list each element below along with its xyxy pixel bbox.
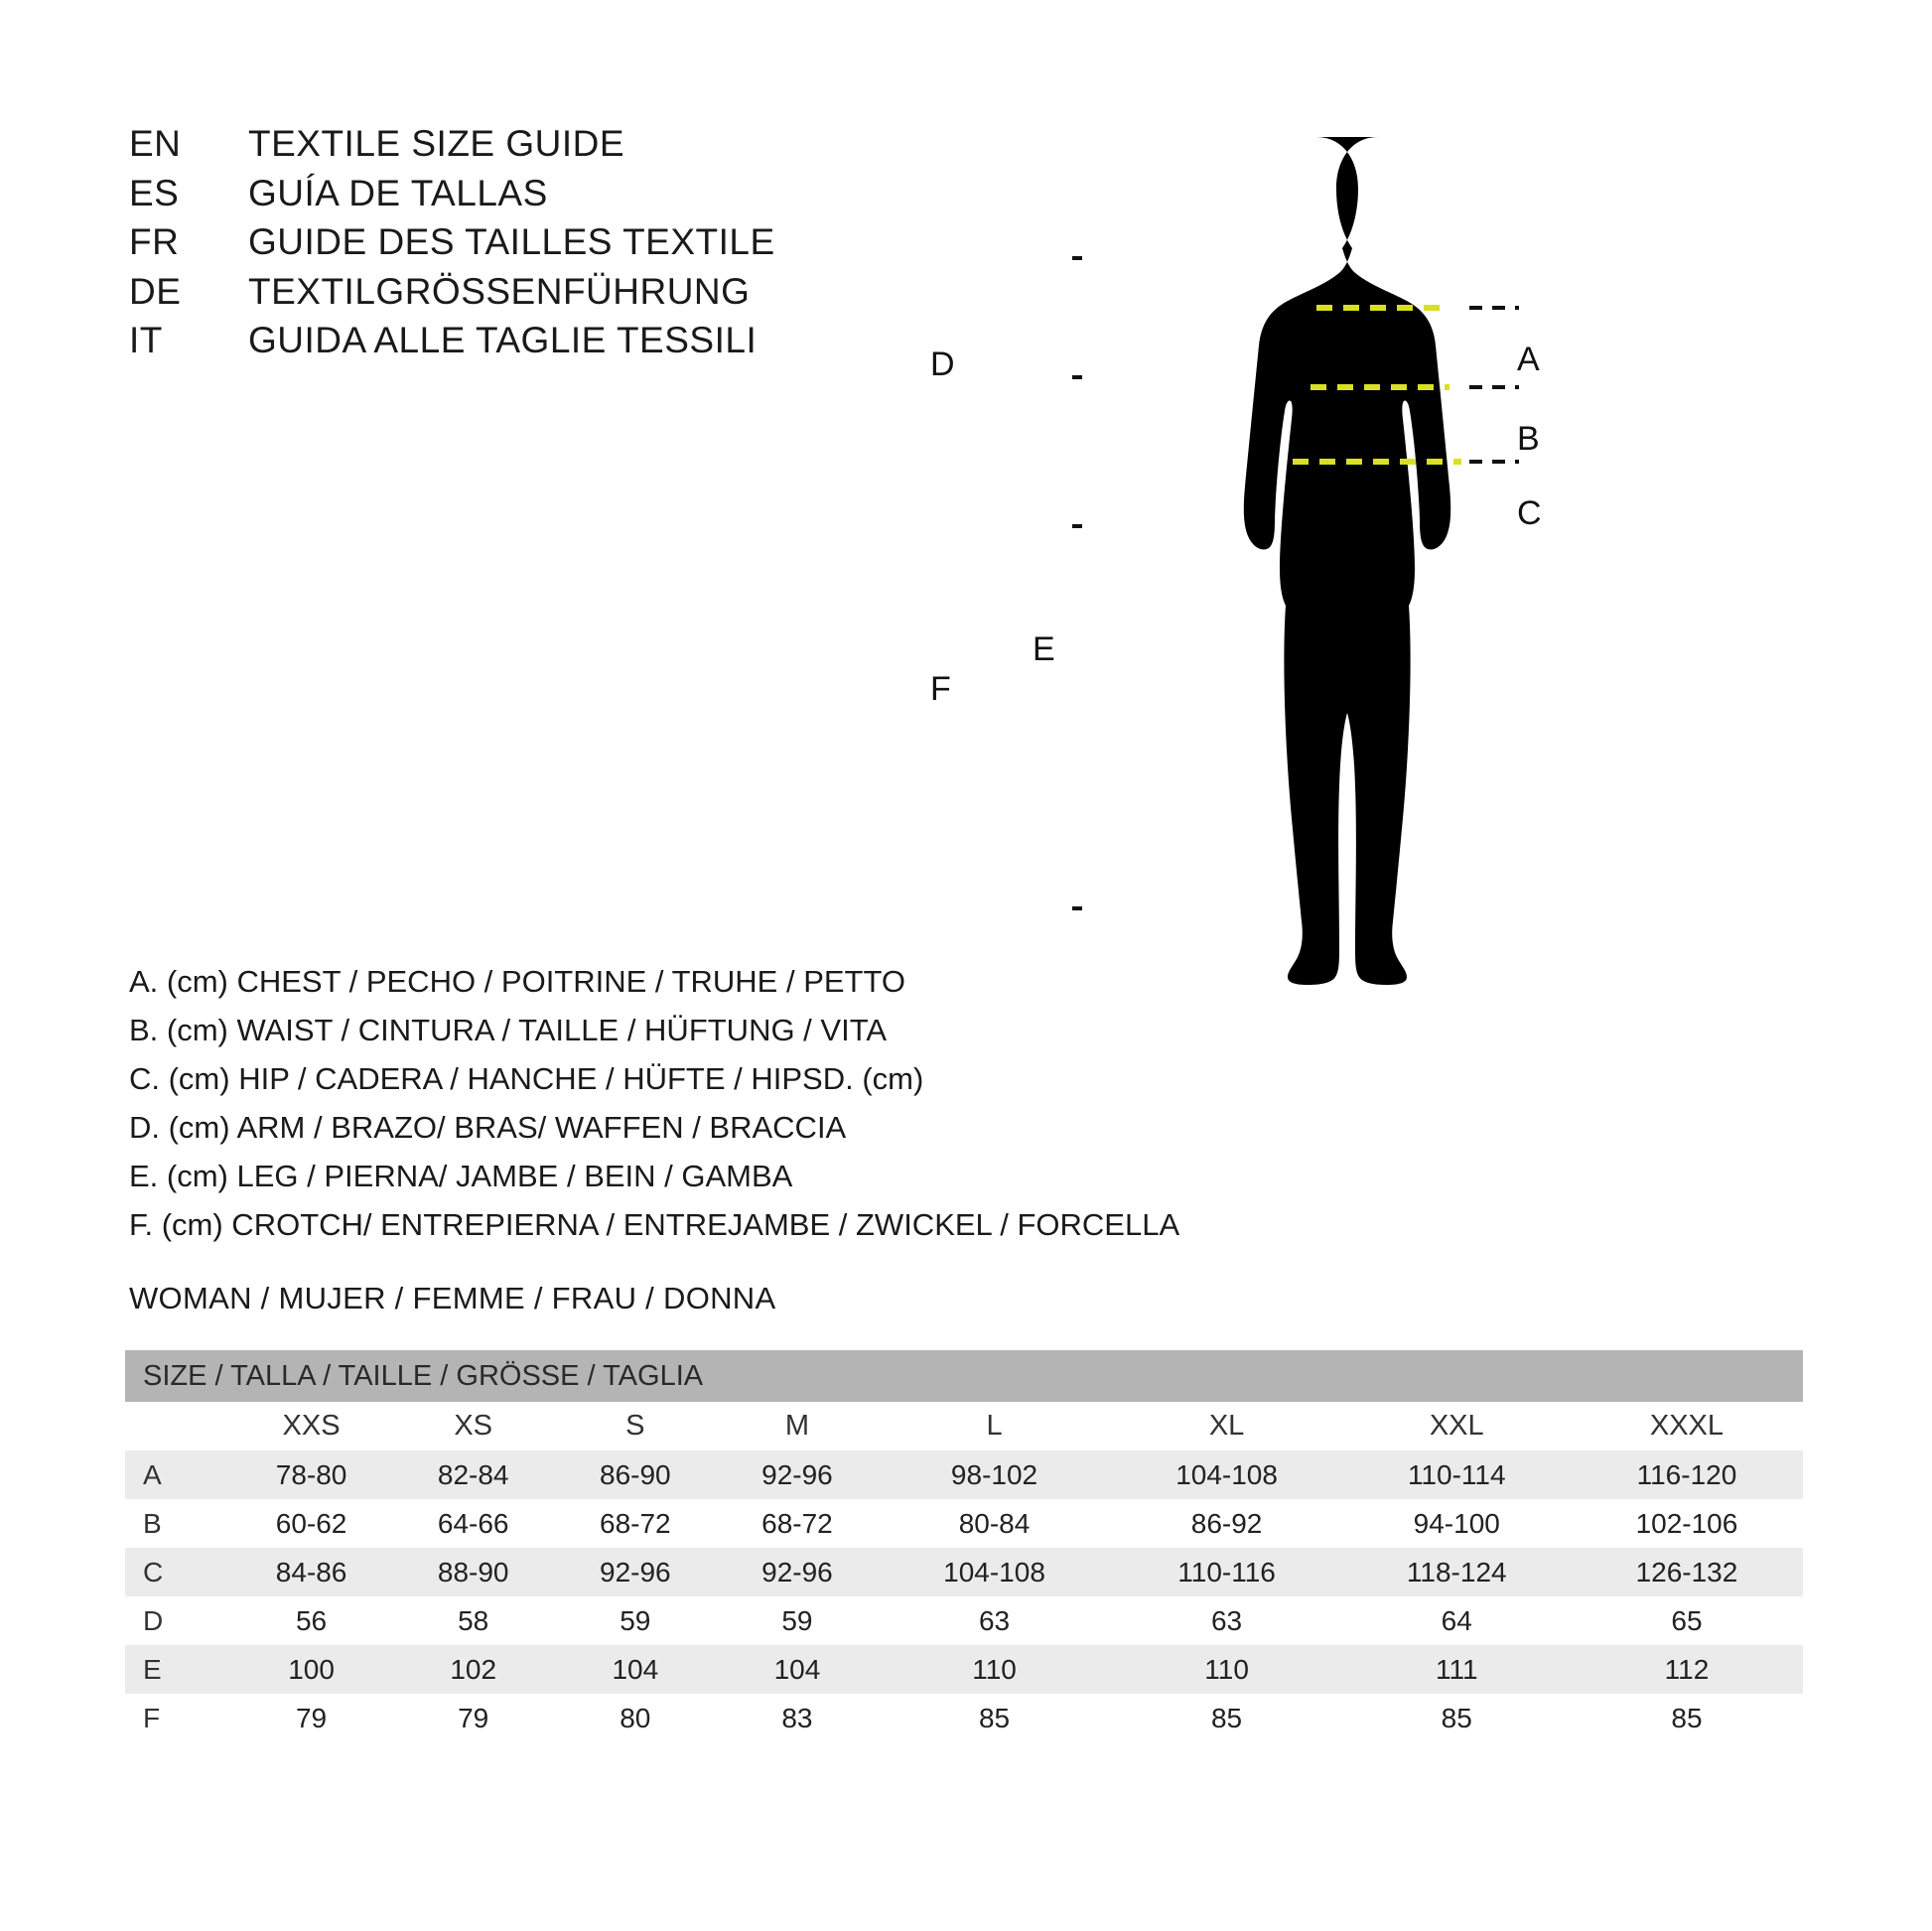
title-row: [129, 119, 943, 169]
marker-label-d: D: [930, 345, 955, 383]
legend-item-d: D. (cm) ARM / BRAZO/ BRAS/ WAFFEN / BRACCIA: [129, 1109, 847, 1145]
cell-c-s: 92-96: [554, 1548, 716, 1596]
cell-c-xxl: 118-124: [1343, 1548, 1571, 1596]
marker-label-c: C: [1517, 494, 1542, 532]
cell-d-s: 59: [554, 1596, 716, 1645]
cell-a-xl: 104-108: [1111, 1450, 1343, 1499]
legend-item-a: A. (cm) CHEST / PECHO / POITRINE / TRUHE / PETTO: [129, 964, 905, 999]
title-text-en: TEXTILE SIZE GUIDE: [248, 123, 625, 164]
cell-c-m: 92-96: [716, 1548, 878, 1596]
legend-block: [129, 958, 1241, 1250]
size-xxl: XXL: [1343, 1402, 1571, 1450]
title-lang-en: EN: [129, 123, 182, 164]
table-row: [125, 1548, 1803, 1596]
legend-item-c: C. (cm) HIP / CADERA / HANCHE / HÜFTE / HIPSD. (cm): [129, 1060, 924, 1096]
cell-d-xl: 63: [1111, 1596, 1343, 1645]
row-label-a: A: [125, 1450, 230, 1499]
cell-b-xs: 64-66: [392, 1499, 554, 1548]
row-label-b: B: [125, 1499, 230, 1548]
cell-c-l: 104-108: [879, 1548, 1111, 1596]
table-header-row: [125, 1350, 1803, 1402]
cell-f-xs: 79: [392, 1694, 554, 1742]
table-row: [125, 1596, 1803, 1645]
size-m: M: [716, 1402, 878, 1450]
marker-label-f: F: [930, 670, 951, 708]
title-text-es: GUÍA DE TALLAS: [248, 172, 548, 213]
legend-item-f: F. (cm) CROTCH/ ENTREPIERNA / ENTREJAMBE / ZWICKEL / FORCELLA: [129, 1206, 1180, 1242]
cell-c-xxxl: 126-132: [1571, 1548, 1803, 1596]
cell-d-xxxl: 65: [1571, 1596, 1803, 1645]
cell-a-xxs: 78-80: [230, 1450, 392, 1499]
cell-f-l: 85: [879, 1694, 1111, 1742]
size-xxs: XXS: [230, 1402, 392, 1450]
cell-b-m: 68-72: [716, 1499, 878, 1548]
cell-a-xxl: 110-114: [1343, 1450, 1571, 1499]
row-label-d: D: [125, 1596, 230, 1645]
title-text-de: TEXTILGRÖSSENFÜHRUNG: [248, 270, 751, 312]
title-row: [129, 316, 943, 365]
cell-b-xxl: 94-100: [1343, 1499, 1571, 1548]
cell-b-s: 68-72: [554, 1499, 716, 1548]
title-lang-it: IT: [129, 320, 163, 361]
table-row: [125, 1645, 1803, 1694]
title-lang-es: ES: [129, 172, 180, 213]
title-row: [129, 267, 943, 317]
title-row: [129, 217, 943, 267]
marker-label-e: E: [1033, 630, 1055, 668]
arm-bracket: [1072, 258, 1082, 526]
cell-e-s: 104: [554, 1645, 716, 1694]
cell-d-xs: 58: [392, 1596, 554, 1645]
title-row: [129, 169, 943, 218]
cell-b-xxs: 60-62: [230, 1499, 392, 1548]
row-label-c: C: [125, 1548, 230, 1596]
cell-e-xs: 102: [392, 1645, 554, 1694]
cell-a-xxxl: 116-120: [1571, 1450, 1803, 1499]
row-label-f: F: [125, 1694, 230, 1742]
cell-d-xxs: 56: [230, 1596, 392, 1645]
size-xl: XL: [1111, 1402, 1343, 1450]
female-silhouette-icon: [1244, 137, 1450, 985]
size-s: S: [554, 1402, 716, 1450]
gender-label: WOMAN / MUJER / FEMME / FRAU / DONNA: [129, 1281, 776, 1315]
table-row: [125, 1694, 1803, 1742]
title-block: [129, 119, 943, 365]
cell-a-l: 98-102: [879, 1450, 1111, 1499]
cell-f-xl: 85: [1111, 1694, 1343, 1742]
cell-d-l: 63: [879, 1596, 1111, 1645]
table-header-label: SIZE / TALLA / TAILLE / GRÖSSE / TAGLIA: [125, 1350, 1803, 1402]
cell-e-xxl: 111: [1343, 1645, 1571, 1694]
cell-e-xl: 110: [1111, 1645, 1343, 1694]
table-row: [125, 1450, 1803, 1499]
cell-f-m: 83: [716, 1694, 878, 1742]
cell-c-xxs: 84-86: [230, 1548, 392, 1596]
size-xxxl: XXXL: [1571, 1402, 1803, 1450]
cell-d-m: 59: [716, 1596, 878, 1645]
title-text-it: GUIDA ALLE TAGLIE TESSILI: [248, 320, 758, 361]
cell-b-xl: 86-92: [1111, 1499, 1343, 1548]
cell-f-xxs: 79: [230, 1694, 392, 1742]
row-label-e: E: [125, 1645, 230, 1694]
cell-f-s: 80: [554, 1694, 716, 1742]
size-table: [125, 1350, 1803, 1742]
cell-a-xs: 82-84: [392, 1450, 554, 1499]
cell-e-xxxl: 112: [1571, 1645, 1803, 1694]
cell-e-m: 104: [716, 1645, 878, 1694]
cell-b-xxxl: 102-106: [1571, 1499, 1803, 1548]
table-size-row: [125, 1402, 1803, 1450]
cell-d-xxl: 64: [1343, 1596, 1571, 1645]
title-text-fr: GUIDE DES TAILLES TEXTILE: [248, 221, 775, 263]
cell-b-l: 80-84: [879, 1499, 1111, 1548]
marker-label-b: B: [1517, 420, 1540, 458]
size-xs: XS: [392, 1402, 554, 1450]
size-corner-cell: [125, 1402, 230, 1450]
table-row: [125, 1499, 1803, 1548]
cell-c-xl: 110-116: [1111, 1548, 1343, 1596]
title-lang-de: DE: [129, 270, 182, 312]
legend-item-b: B. (cm) WAIST / CINTURA / TAILLE / HÜFTUNG / VITA: [129, 1012, 888, 1047]
cell-a-m: 92-96: [716, 1450, 878, 1499]
legend-item-e: E. (cm) LEG / PIERNA/ JAMBE / BEIN / GAMBA: [129, 1158, 793, 1193]
cell-e-l: 110: [879, 1645, 1111, 1694]
size-l: L: [879, 1402, 1111, 1450]
cell-f-xxxl: 85: [1571, 1694, 1803, 1742]
leg-bracket: [1072, 377, 1082, 908]
cell-e-xxs: 100: [230, 1645, 392, 1694]
cell-a-s: 86-90: [554, 1450, 716, 1499]
cell-c-xs: 88-90: [392, 1548, 554, 1596]
title-lang-fr: FR: [129, 221, 180, 263]
marker-label-a: A: [1517, 341, 1540, 378]
cell-f-xxl: 85: [1343, 1694, 1571, 1742]
